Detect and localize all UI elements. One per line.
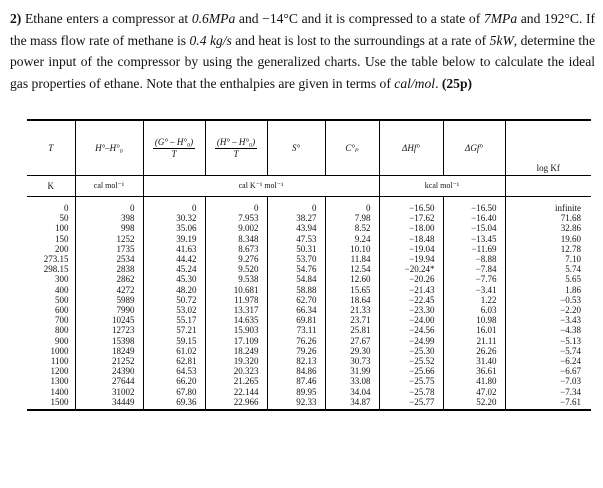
cell-H: 24390: [75, 366, 143, 376]
cell-G-H: 67.80: [143, 387, 205, 397]
cell-dHf: −16.50: [379, 197, 443, 214]
cell-dHf: −25.66: [379, 366, 443, 376]
cell-S: 73.11: [267, 325, 325, 335]
header-S: S°: [267, 120, 325, 176]
inline-unit-kgs: kg/s: [209, 32, 232, 48]
cell-logKf: −7.34: [505, 387, 591, 397]
cell-G-H: 41.63: [143, 244, 205, 254]
cell-Cp: 7.98: [325, 213, 379, 223]
cell-H-H: 8.673: [205, 244, 267, 254]
cell-T: 800: [55, 325, 69, 336]
cell-S: 54.84: [267, 274, 325, 284]
cell-dGf: 26.26: [443, 346, 505, 356]
cell-H-H: 11.978: [205, 295, 267, 305]
cell-dGf: 16.01: [443, 325, 505, 335]
cell-dHf: −25.78: [379, 387, 443, 397]
header-row: [27, 120, 591, 176]
table-row: [27, 254, 591, 264]
cell-Cp: 34.04: [325, 387, 379, 397]
cell-dHf: −18.48: [379, 234, 443, 244]
cell-dGf: −7.76: [443, 274, 505, 284]
cell-S: 92.33: [267, 397, 325, 410]
ethane-properties-table: [27, 119, 591, 411]
cell-T: 298.15: [43, 264, 69, 275]
properties-table: [27, 119, 591, 411]
cell-dGf: 1.22: [443, 295, 505, 305]
table-row: [27, 264, 591, 274]
header-H-H-numerator: (H° – H°₀): [216, 137, 256, 148]
cell-H: 31002: [75, 387, 143, 397]
cell-H-H: 20.323: [205, 366, 267, 376]
cell-H: 21252: [75, 356, 143, 366]
problem-text-4: and heat is lost to the surroundings at a rate of: [231, 32, 490, 48]
units-row: [27, 176, 591, 197]
cell-dGf: −15.04: [443, 223, 505, 233]
cell-logKf: −7.03: [505, 376, 591, 386]
cell-S: 58.88: [267, 285, 325, 295]
cell-H-H: 19.320: [205, 356, 267, 366]
cell-logKf: 71.68: [505, 213, 591, 223]
cell-dHf: −23.30: [379, 305, 443, 315]
cell-S: 47.53: [267, 234, 325, 244]
cell-dHf: −20.24*: [379, 264, 443, 274]
table-row: [27, 397, 591, 410]
unit-logKf: [505, 176, 591, 197]
table-row: [27, 234, 591, 244]
cell-logKf: −6.67: [505, 366, 591, 376]
cell-T: 1500: [27, 397, 75, 410]
inline-value-massflow: 0.4: [189, 32, 207, 48]
header-H-H-over-T: [205, 120, 267, 176]
header-H-H-denominator: T: [233, 148, 239, 159]
cell-H: 1252: [75, 234, 143, 244]
table-row: [27, 336, 591, 346]
inline-unit-mpa-2: MPa: [490, 11, 518, 26]
table-row: [27, 325, 591, 335]
cell-G-H: 61.02: [143, 346, 205, 356]
cell-H-H: 9.538: [205, 274, 267, 284]
cell-Cp: 34.87: [325, 397, 379, 410]
cell-logKf: 1.86: [505, 285, 591, 295]
cell-T: 0: [64, 203, 69, 213]
inline-unit-calmol: cal/mol: [394, 75, 436, 91]
cell-logKf: −0.53: [505, 295, 591, 305]
cell-T: 200: [55, 243, 69, 254]
table-row: [27, 305, 591, 315]
table-row: [27, 366, 591, 376]
cell-T: 1100: [50, 356, 69, 367]
cell-Cp: 11.84: [325, 254, 379, 264]
cell-logKf: 32.86: [505, 223, 591, 233]
cell-dGf: −3.41: [443, 285, 505, 295]
cell-dGf: 6.03: [443, 305, 505, 315]
header-H: H°–H°₀: [75, 120, 143, 176]
cell-Cp: 30.73: [325, 356, 379, 366]
cell-dGf: −13.45: [443, 234, 505, 244]
cell-H: 998: [75, 223, 143, 233]
cell-T: 273.15: [43, 254, 69, 265]
cell-G-H: 48.20: [143, 285, 205, 295]
cell-H-H: 17.109: [205, 336, 267, 346]
cell-H-H: 22.144: [205, 387, 267, 397]
cell-dHf: −21.43: [379, 285, 443, 295]
cell-H-H: 8.348: [205, 234, 267, 244]
cell-dHf: −17.62: [379, 213, 443, 223]
header-G-H-over-T: [143, 120, 205, 176]
cell-dHf: −25.52: [379, 356, 443, 366]
cell-H: 27644: [75, 376, 143, 386]
cell-dGf: 52.20: [443, 397, 505, 410]
cell-H: 0: [75, 197, 143, 214]
header-T: T: [27, 120, 75, 176]
cell-dGf: −16.40: [443, 213, 505, 223]
problem-points: (25p): [441, 75, 473, 91]
cell-G-H: 30.32: [143, 213, 205, 223]
cell-S: 87.46: [267, 376, 325, 386]
cell-Cp: 10.10: [325, 244, 379, 254]
cell-Cp: 12.60: [325, 274, 379, 284]
cell-S: 79.26: [267, 346, 325, 356]
cell-dHf: −18.00: [379, 223, 443, 233]
problem-text-3: and 192°C. If the mass flow rate of methane is: [10, 11, 595, 48]
cell-dGf: −7.84: [443, 264, 505, 274]
cell-logKf: −5.13: [505, 336, 591, 346]
cell-H-H: 9.276: [205, 254, 267, 264]
cell-logKf: −2.20: [505, 305, 591, 315]
unit-mid: cal K⁻¹ mol⁻¹: [143, 176, 379, 197]
table-row: [27, 315, 591, 325]
cell-T: 400: [55, 284, 69, 295]
cell-logKf: −5.74: [505, 346, 591, 356]
cell-H-H: 18.249: [205, 346, 267, 356]
cell-T: 100: [55, 223, 69, 234]
cell-Cp: 8.52: [325, 223, 379, 233]
cell-Cp: 0: [325, 197, 379, 214]
cell-dGf: 31.40: [443, 356, 505, 366]
cell-H: 18249: [75, 346, 143, 356]
cell-H-H: 9.002: [205, 223, 267, 233]
cell-G-H: 69.36: [143, 397, 205, 410]
cell-logKf: −7.61: [505, 397, 591, 410]
table-row: [27, 274, 591, 284]
cell-H: 2534: [75, 254, 143, 264]
cell-dGf: 36.61: [443, 366, 505, 376]
cell-Cp: 31.99: [325, 366, 379, 376]
unit-right: kcal mol⁻¹: [379, 176, 505, 197]
cell-H: 7990: [75, 305, 143, 315]
cell-dHf: −22.45: [379, 295, 443, 305]
cell-logKf: 19.60: [505, 234, 591, 244]
cell-Cp: 12.54: [325, 264, 379, 274]
cell-G-H: 50.72: [143, 295, 205, 305]
cell-S: 84.86: [267, 366, 325, 376]
header-G-H-numerator: (G° – H°₀): [154, 137, 194, 148]
cell-logKf: −6.24: [505, 356, 591, 366]
cell-H: 15398: [75, 336, 143, 346]
cell-H: 398: [75, 213, 143, 223]
cell-G-H: 39.19: [143, 234, 205, 244]
cell-T: 50: [59, 213, 69, 224]
cell-Cp: 18.64: [325, 295, 379, 305]
cell-H-H: 13.317: [205, 305, 267, 315]
table-row: [27, 376, 591, 386]
cell-H-H: 15.903: [205, 325, 267, 335]
cell-Cp: 29.30: [325, 346, 379, 356]
header-logKf: log Kf: [505, 120, 591, 176]
cell-H: 5989: [75, 295, 143, 305]
cell-T: 1200: [50, 366, 69, 377]
inline-value-heat: 5: [489, 32, 497, 48]
cell-S: 82.13: [267, 356, 325, 366]
cell-T: 500: [55, 294, 69, 305]
cell-G-H: 45.24: [143, 264, 205, 274]
cell-T: 1000: [50, 345, 69, 356]
cell-Cp: 9.24: [325, 234, 379, 244]
cell-T: 1300: [50, 376, 69, 387]
problem-statement: [10, 8, 595, 94]
unit-T: K: [27, 176, 75, 197]
cell-H: 10245: [75, 315, 143, 325]
cell-T: 600: [55, 305, 69, 316]
problem-text-6: .: [435, 75, 442, 91]
table-body: [27, 197, 591, 411]
cell-S: 76.26: [267, 336, 325, 346]
inline-unit-mpa-1: MPa: [208, 11, 236, 26]
cell-G-H: 55.17: [143, 315, 205, 325]
cell-H: 4272: [75, 285, 143, 295]
cell-H-H: 0: [205, 197, 267, 214]
cell-H: 2838: [75, 264, 143, 274]
inline-value-pressure-out: 7: [483, 11, 491, 26]
cell-dHf: −25.30: [379, 346, 443, 356]
cell-S: 89.95: [267, 387, 325, 397]
cell-logKf: −3.43: [505, 315, 591, 325]
cell-dHf: −24.99: [379, 336, 443, 346]
cell-G-H: 62.81: [143, 356, 205, 366]
cell-logKf: 5.74: [505, 264, 591, 274]
inline-unit-kw: kW: [496, 32, 514, 48]
header-dHf: ΔHf°: [379, 120, 443, 176]
cell-S: 43.94: [267, 223, 325, 233]
header-Cp: C°ₚ: [325, 120, 379, 176]
cell-S: 66.34: [267, 305, 325, 315]
table-row: [27, 213, 591, 223]
cell-H-H: 9.520: [205, 264, 267, 274]
cell-S: 69.81: [267, 315, 325, 325]
unit-H: cal mol⁻¹: [75, 176, 143, 197]
table-row: [27, 223, 591, 233]
problem-text-1: Ethane enters a compressor at: [24, 11, 192, 26]
cell-logKf: 7.10: [505, 254, 591, 264]
cell-H: 12723: [75, 325, 143, 335]
table-row: [27, 346, 591, 356]
cell-Cp: 25.81: [325, 325, 379, 335]
cell-S: 38.27: [267, 213, 325, 223]
cell-Cp: 33.08: [325, 376, 379, 386]
cell-G-H: 45.30: [143, 274, 205, 284]
cell-S: 53.70: [267, 254, 325, 264]
cell-dHf: −24.00: [379, 315, 443, 325]
cell-Cp: 21.33: [325, 305, 379, 315]
problem-text-5: , determine the power input of the compressor by using the generalized charts. Use the table below to calculate the ideal gas properties of ethane. Note that the enthalpies are given in terms of: [10, 32, 596, 91]
cell-T: 700: [55, 315, 69, 326]
cell-S: 0: [267, 197, 325, 214]
cell-T: 150: [55, 233, 69, 244]
cell-S: 54.76: [267, 264, 325, 274]
header-G-H-denominator: T: [171, 148, 177, 159]
cell-logKf: −4.38: [505, 325, 591, 335]
table-row: [27, 285, 591, 295]
cell-dGf: 41.80: [443, 376, 505, 386]
cell-T: 300: [55, 274, 69, 285]
problem-text-2: and −14°C and it is compressed to a state of: [235, 11, 484, 26]
cell-G-H: 44.42: [143, 254, 205, 264]
table-row: [27, 356, 591, 366]
cell-H: 34449: [75, 397, 143, 410]
cell-G-H: 64.53: [143, 366, 205, 376]
cell-H: 2862: [75, 274, 143, 284]
table-row: [27, 387, 591, 397]
cell-Cp: 15.65: [325, 285, 379, 295]
cell-G-H: 59.15: [143, 336, 205, 346]
cell-G-H: 35.06: [143, 223, 205, 233]
cell-dGf: −11.69: [443, 244, 505, 254]
cell-H-H: 7.953: [205, 213, 267, 223]
cell-G-H: 57.21: [143, 325, 205, 335]
cell-S: 62.70: [267, 295, 325, 305]
cell-G-H: 53.02: [143, 305, 205, 315]
cell-H-H: 22.966: [205, 397, 267, 410]
table-row: [27, 244, 591, 254]
cell-logKf: infinite: [505, 197, 591, 214]
cell-dHf: −24.56: [379, 325, 443, 335]
cell-dHf: −19.04: [379, 244, 443, 254]
cell-H-H: 14.635: [205, 315, 267, 325]
cell-logKf: 5.65: [505, 274, 591, 284]
cell-dGf: −16.50: [443, 197, 505, 214]
cell-dGf: 47.02: [443, 387, 505, 397]
cell-logKf: 12.78: [505, 244, 591, 254]
cell-G-H: 0: [143, 197, 205, 214]
cell-S: 50.31: [267, 244, 325, 254]
table-row: [27, 197, 591, 214]
problem-number: 2): [10, 11, 22, 26]
cell-dHf: −20.26: [379, 274, 443, 284]
table-row: [27, 295, 591, 305]
cell-H-H: 21.265: [205, 376, 267, 386]
cell-H: 1735: [75, 244, 143, 254]
cell-dGf: −8.88: [443, 254, 505, 264]
cell-T: 1400: [50, 386, 69, 397]
cell-dGf: 10.98: [443, 315, 505, 325]
cell-H-H: 10.681: [205, 285, 267, 295]
cell-dHf: −25.77: [379, 397, 443, 410]
cell-G-H: 66.20: [143, 376, 205, 386]
inline-value-pressure-in: 0.6: [191, 11, 209, 26]
cell-dHf: −25.75: [379, 376, 443, 386]
cell-dGf: 21.11: [443, 336, 505, 346]
header-dGf: ΔGf°: [443, 120, 505, 176]
cell-T: 900: [55, 335, 69, 346]
cell-Cp: 27.67: [325, 336, 379, 346]
cell-Cp: 23.71: [325, 315, 379, 325]
cell-dHf: −19.94: [379, 254, 443, 264]
